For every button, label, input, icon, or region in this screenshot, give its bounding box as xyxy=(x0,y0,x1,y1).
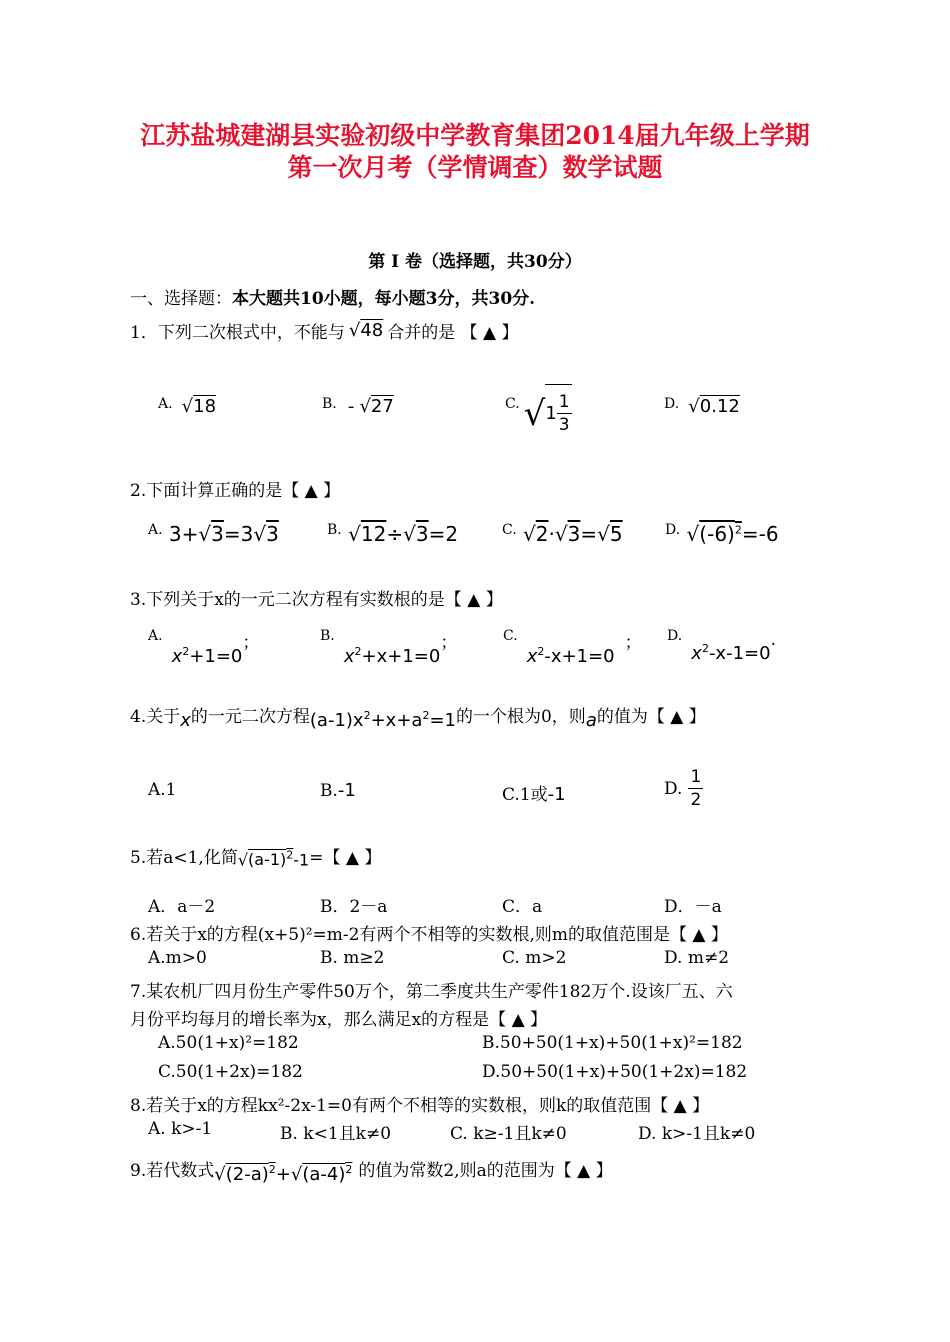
q6-option-a: A.m>0 xyxy=(148,948,207,968)
radicand: 0.12 xyxy=(699,396,740,417)
question-5-text: =【 ▲ 】 xyxy=(309,847,382,868)
radicand: (2-a) xyxy=(225,1164,269,1185)
expression-part: +1=0 xyxy=(189,646,243,667)
radicand: 3 xyxy=(266,522,279,546)
denominator: 2 xyxy=(690,790,702,810)
question-4-text: 的一个根为0，则 xyxy=(455,706,586,727)
expression-part: (a-1)x xyxy=(309,710,364,731)
question-3-stem: 3.下列关于x的一元二次方程有实数根的是【 ▲ 】 xyxy=(130,590,503,610)
q8-option-c: C. k≥-1且k≠0 xyxy=(450,1124,567,1144)
radicand: 27 xyxy=(370,396,394,417)
question-5-text: 5.若a<1,化简 xyxy=(130,847,238,868)
option-value: √18 xyxy=(181,396,217,417)
radical-sign: √ xyxy=(523,394,546,434)
variable: x xyxy=(691,643,702,664)
question-4-stem xyxy=(130,700,706,731)
q2-option-a: $^{A.}$ 3+√3=3√3 xyxy=(148,522,279,546)
question-7-stem-line1: 7.某农机厂四月份生产零件50万个，第二季度共生产零件182万个.设该厂五、六 xyxy=(130,982,733,1002)
question-4-text: 的值为【 ▲ 】 xyxy=(596,706,706,727)
exponent: 2 xyxy=(286,848,294,862)
question-4-text: 的一元二次方程 xyxy=(190,706,310,727)
exponent: 2 xyxy=(701,642,709,655)
exponent: 2 xyxy=(422,709,430,722)
expression-part: · xyxy=(548,522,555,546)
exponent: 2 xyxy=(537,645,545,658)
minus-sign: - xyxy=(347,396,355,417)
exam-title-line2: 第一次月考（学情调查）数学试题 xyxy=(287,153,663,182)
separator: ； xyxy=(242,633,260,653)
question-2-stem: 2.下面计算正确的是【 ▲ 】 xyxy=(130,481,341,501)
equation xyxy=(310,709,456,731)
option-value xyxy=(527,646,615,667)
denominator: 3 xyxy=(558,414,570,435)
question-8-stem: 8.若关于x的方程kx²-2x-1=0有两个不相等的实数根，则k的取值范围【 ▲ 】 xyxy=(130,1096,710,1116)
radicand: (a-4) xyxy=(302,1164,346,1185)
question-1-stem xyxy=(130,310,519,350)
q6-option-c: C. m>2 xyxy=(502,948,567,968)
fraction xyxy=(688,766,703,811)
question-9-text: 的值为常数2,则a的范围为【 ▲ 】 xyxy=(358,1160,613,1181)
q1-option-a xyxy=(158,396,216,417)
q3-option-a xyxy=(148,628,260,667)
radical-expression: $√(2-a)^2+√(a-4)^2$ xyxy=(214,1163,353,1185)
option-value: -1 xyxy=(547,784,566,805)
radicand: 2 xyxy=(535,522,549,546)
option-label: D. xyxy=(665,522,681,538)
expression-part: +x+a xyxy=(370,710,423,731)
q5-option-b: B．2－a xyxy=(320,897,388,917)
variable: x xyxy=(171,646,183,667)
q1-option-d xyxy=(664,396,740,417)
exponent: 2 xyxy=(363,709,371,722)
expression-part: -x+1=0 xyxy=(544,646,615,667)
option-value xyxy=(172,646,243,667)
numerator: 1 xyxy=(558,391,570,412)
section-description: 本大题共10小题，每小题3分，共30分. xyxy=(232,289,536,309)
q4-option-a: A.1 xyxy=(148,780,177,800)
expression-part: =-6 xyxy=(741,522,779,546)
q5-option-a: A．a－2 xyxy=(148,897,216,917)
q3-option-d xyxy=(667,628,776,664)
option-label: D. xyxy=(664,396,680,412)
option-value: -1 xyxy=(337,780,356,801)
exponent: 2 xyxy=(182,645,190,658)
radical-expression: $√(a-1)^2-1$ xyxy=(237,848,310,870)
option-label: B. xyxy=(322,396,337,412)
expression-part: +x+1=0 xyxy=(361,646,441,667)
option-label: C.1或 xyxy=(502,785,548,805)
question-6-stem: 6.若关于x的方程(x+5)²=m-2有两个不相等的实数根,则m的取值范围是【 ▲ 】 xyxy=(130,925,728,945)
variable-a: a xyxy=(585,709,597,731)
expression-part: -x-1=0 xyxy=(708,643,771,664)
option-label: A. xyxy=(148,522,163,538)
variable: x xyxy=(526,646,538,667)
q8-option-a: A. k>-1 xyxy=(148,1119,213,1139)
expression-part: ÷ xyxy=(386,522,404,546)
option-label: B. xyxy=(320,628,335,644)
section-heading xyxy=(130,284,535,309)
expression-part: = xyxy=(580,522,598,546)
q5-option-c: C．a xyxy=(502,897,543,917)
q8-option-b: B. k<1且k≠0 xyxy=(280,1124,392,1144)
q2-option-c: $^{C.}$ √2·√3=√5 xyxy=(502,522,623,546)
radicand: (-6) xyxy=(699,522,735,546)
question-9-text: 9.若代数式 xyxy=(130,1160,215,1181)
q2-option-b: $^{B.}$ √12÷√3=2 xyxy=(327,522,459,546)
fraction xyxy=(557,391,572,436)
exam-title-line1: 江苏盐城建湖县实验初级中学教育集团2014届九年级上学期 xyxy=(140,121,810,150)
exponent: 2 xyxy=(734,523,742,537)
expression-part: =3 xyxy=(223,522,254,546)
q4-option-b xyxy=(320,780,356,801)
option-value: √27 xyxy=(359,396,394,417)
numerator: 1 xyxy=(690,767,702,787)
q5-option-d: D．－a xyxy=(664,897,722,917)
exponent: 2 xyxy=(345,1163,353,1176)
radicand: 5 xyxy=(609,522,623,546)
option-label: C. xyxy=(502,522,517,538)
option-value xyxy=(691,643,770,664)
variable-x: x xyxy=(180,709,191,731)
radical-48: √48 xyxy=(348,319,384,341)
option-label: A. xyxy=(148,628,163,644)
q6-option-d: D. m≠2 xyxy=(664,948,730,968)
expression-part: 3+ xyxy=(168,522,199,546)
radicand: 3 xyxy=(211,522,224,546)
option-label: C. xyxy=(505,396,520,412)
q4-option-c xyxy=(502,780,566,805)
option-label: B. xyxy=(320,781,338,801)
radicand: 3 xyxy=(415,522,429,546)
q1-option-c xyxy=(505,384,572,444)
variable: x xyxy=(343,646,355,667)
question-5-stem xyxy=(130,838,381,872)
exponent: 2 xyxy=(268,1163,276,1176)
separator: . xyxy=(770,630,776,650)
radicand: 18 xyxy=(193,396,217,417)
radicand: 12 xyxy=(360,522,387,546)
q7-option-b: B.50+50(1+x)+50(1+x)²=182 xyxy=(482,1033,743,1053)
question-7-stem-line2: 月份平均每月的增长率为x，那么满足x的方程是【 ▲ 】 xyxy=(130,1010,548,1030)
section-prefix: 一、选择题： xyxy=(130,289,232,309)
option-value: √0.12 xyxy=(688,396,740,417)
separator: ； xyxy=(624,633,642,653)
question-1-text-end: 合并的是 【 ▲ 】 xyxy=(387,322,519,343)
q8-option-d: D. k>-1且k≠0 xyxy=(638,1124,756,1144)
q6-option-b: B. m≥2 xyxy=(320,948,385,968)
radicand: 3 xyxy=(567,522,581,546)
option-label: D. xyxy=(667,628,683,644)
q7-option-d: D.50+50(1+x)+50(1+2x)=182 xyxy=(482,1062,748,1082)
q4-option-d xyxy=(664,766,703,811)
q7-option-a: A.50(1+x)²=182 xyxy=(158,1033,299,1053)
expression-part: -1 xyxy=(293,850,310,870)
q2-option-d: $^{D.}$ $√(-6)^2=-6$ xyxy=(665,522,779,546)
option-label: B. xyxy=(327,522,342,538)
mixed-number xyxy=(545,384,571,441)
q1-option-b xyxy=(322,396,394,417)
q7-option-c: C.50(1+2x)=182 xyxy=(158,1062,303,1082)
expression-part: =2 xyxy=(428,522,459,546)
q3-option-c xyxy=(503,628,642,667)
part-header: 第 Ⅰ 卷（选择题，共30分） xyxy=(368,252,582,272)
radicand: 48 xyxy=(360,319,384,341)
exponent: 2 xyxy=(354,645,362,658)
question-1-text: 1．下列二次根式中，不能与 xyxy=(130,322,345,343)
radicand: (a-1) xyxy=(248,850,287,870)
separator: ； xyxy=(440,633,458,653)
option-value xyxy=(344,646,440,667)
expression-part: =1 xyxy=(429,710,456,731)
q3-option-b xyxy=(320,628,458,667)
plus-sign: + xyxy=(275,1164,291,1185)
question-4-text: 4.关于 xyxy=(130,706,181,727)
whole-part: 1 xyxy=(545,402,557,424)
option-label: C. xyxy=(503,628,518,644)
option-label: A. xyxy=(158,396,173,412)
question-9-stem xyxy=(130,1148,613,1188)
option-label: D. xyxy=(664,778,683,799)
